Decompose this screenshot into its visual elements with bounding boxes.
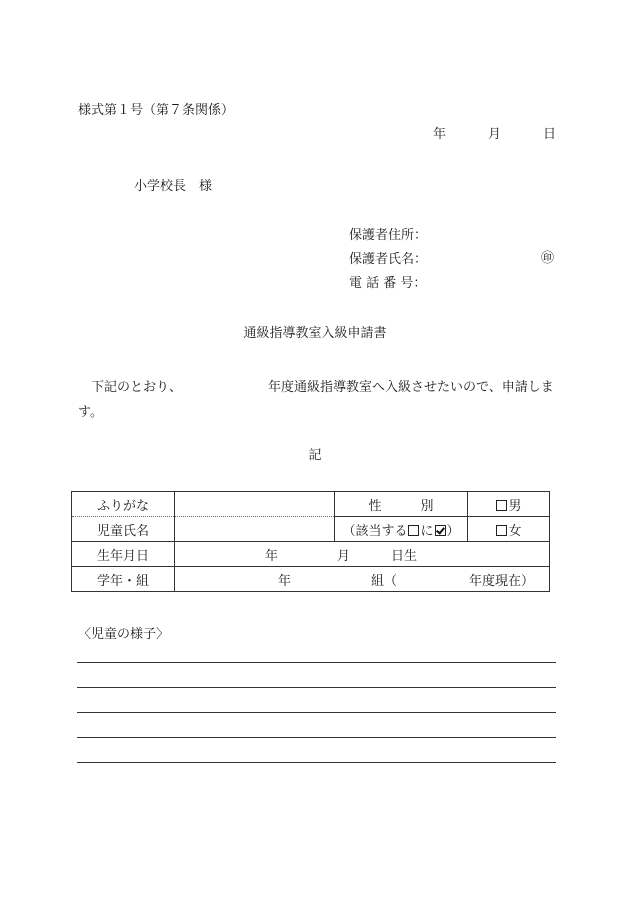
- empty-box-icon: [408, 525, 419, 536]
- body-text-after: 年度通級指導教室へ入級させたいので、申請します。: [78, 380, 554, 420]
- writing-line: [77, 687, 556, 688]
- ki-label: 記: [308, 448, 322, 463]
- gender-note-before: （該当する: [342, 523, 408, 539]
- furigana-value: [175, 492, 335, 517]
- child-condition-label: 〈児童の様子〉: [78, 627, 170, 642]
- child-name-label: 児童氏名: [72, 517, 175, 542]
- application-table: [71, 491, 550, 592]
- female-checkbox[interactable]: [496, 525, 507, 536]
- birthdate-label: 生年月日: [72, 542, 175, 567]
- guardian-address-label: 保護者住所：: [349, 228, 428, 243]
- body-text-before: 下記のとおり、: [91, 380, 183, 395]
- grade-value: [175, 567, 550, 592]
- document-title: 通級指導教室入級申請書: [243, 326, 387, 341]
- grade-year-label: 年: [278, 573, 292, 589]
- gender-header: 性 別: [335, 492, 468, 517]
- body-text: [78, 375, 556, 425]
- writing-line: [77, 762, 556, 763]
- guardian-name-label: 保護者氏名：: [349, 252, 428, 267]
- gender-male-option[interactable]: [468, 492, 550, 517]
- gender-female-option[interactable]: [468, 517, 550, 542]
- writing-line: [77, 712, 556, 713]
- form-number: 様式第１号（第７条関係）: [78, 103, 235, 118]
- gender-note-mid: に: [420, 523, 434, 539]
- guardian-phone-label: 電 話 番 号：: [349, 276, 427, 291]
- addressee: 小学校長 様: [134, 179, 213, 194]
- date-month-label: 月: [488, 127, 502, 142]
- date-day-label: 日: [543, 127, 557, 142]
- birth-day-label: 日生: [391, 548, 418, 564]
- female-label: 女: [508, 523, 522, 539]
- male-checkbox[interactable]: [496, 500, 507, 511]
- checked-box-icon: [435, 525, 446, 536]
- grade-label: 学年・組: [72, 567, 175, 592]
- writing-line: [77, 662, 556, 663]
- gender-note-after: ）: [446, 523, 460, 539]
- furigana-label: ふりがな: [72, 492, 175, 517]
- male-label: 男: [508, 498, 522, 514]
- grade-class-label: 組（: [371, 573, 398, 589]
- writing-line: [77, 737, 556, 738]
- grade-current-label: 年度現在）: [469, 573, 535, 589]
- birthdate-value: [175, 542, 550, 567]
- gender-note: [335, 517, 468, 542]
- birth-month-label: 月: [337, 548, 351, 564]
- child-name-value: [175, 517, 335, 542]
- seal-mark: ㊞: [541, 251, 555, 266]
- birth-year-label: 年: [265, 548, 279, 564]
- date-year-label: 年: [433, 127, 447, 142]
